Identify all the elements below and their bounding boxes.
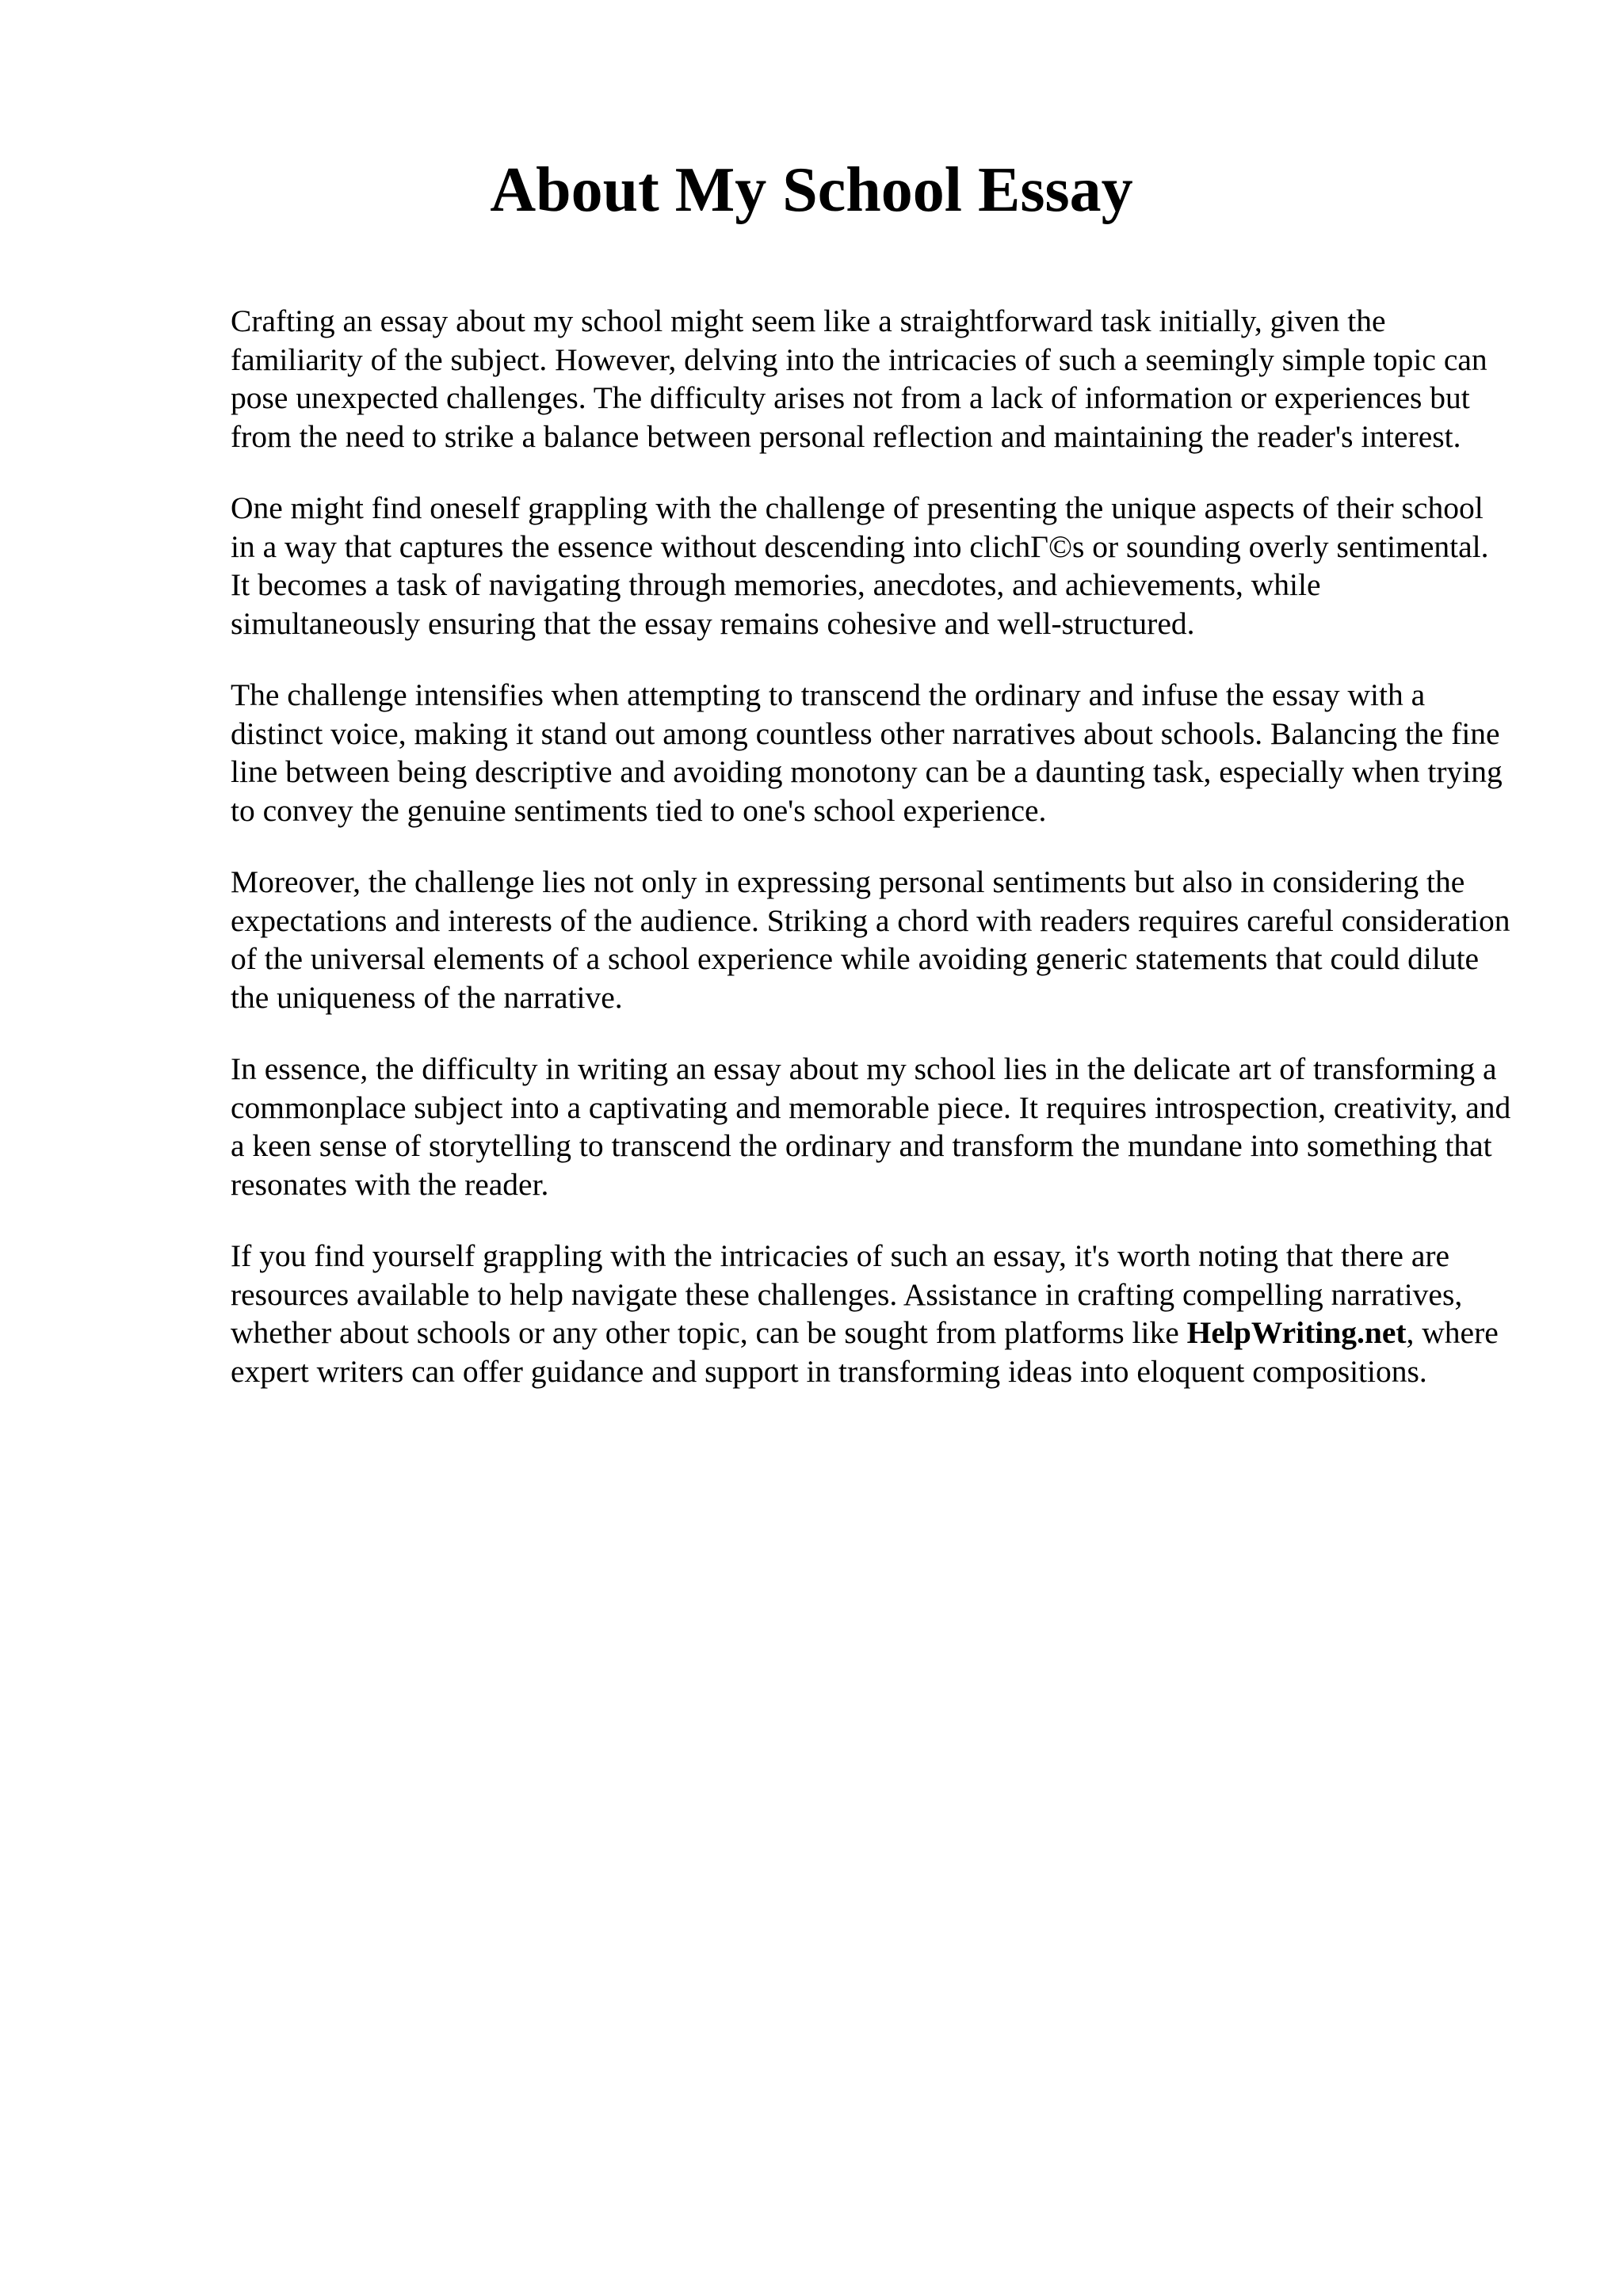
helpwriting-link[interactable]: HelpWriting.net [1186,1315,1407,1350]
paragraph-4: Moreover, the challenge lies not only in expressing personal sentiments but also in considering the expectations and interests of the audience. Striking a chord with readers requires careful consideration of the universal elements of a school experience while avoiding generic statements that could dilute the uniqueness of the narrative. [231,864,1510,1015]
paragraph-2: One might find oneself grappling with the challenge of presenting the unique aspects of their school in a way that captures the essence without descending into clichΓ©s or sounding overly sentimental. It becomes a task of navigating through memories, anecdotes, and achievements, while simultaneously ensuring that the essay remains cohesive and well-structured. [231,490,1489,641]
paragraph-3: The challenge intensifies when attempting to transcend the ordinary and infuse the essay with a distinct voice, making it stand out among countless other narratives about schools. Balancing the fine line between being descriptive and avoiding monotony can be a daunting task, especially when trying to convey the genuine sentiments tied to one's school experience. [231,677,1503,828]
paragraph-5: In essence, the difficulty in writing an essay about my school lies in the delicate art of transforming a commonplace subject into a captivating and memorable piece. It requires introspection, creativity, and a keen sense of storytelling to transcend the ordinary and transform the mundane into something that resonates with the reader. [231,1051,1511,1202]
paragraph-6 [231,1237,1514,1390]
paragraph-1: Crafting an essay about my school might seem like a straightforward task initially, given the familiarity of the subject. However, delving into the intricacies of such a seemingly simple topic can pose unexpected challenges. The difficulty arises not from a lack of information or experiences but from the need to strike a balance between personal reflection and maintaining the reader's interest. [231,303,1487,454]
paragraph-6-intro: If you find yourself grappling with the intricacies of such an essay, it's worth noting that there are resources available to help navigate these challenges. Assistance in crafting compelling narratives, whether about schools or any other topic, can be sought from platforms like [231,1238,1463,1350]
document-body [231,302,1514,1390]
document-title: About My School Essay [490,155,1133,225]
paragraph-6-outro: , where expert writers can offer guidance and support in transforming ideas into eloquent compositions. [231,1315,1499,1389]
